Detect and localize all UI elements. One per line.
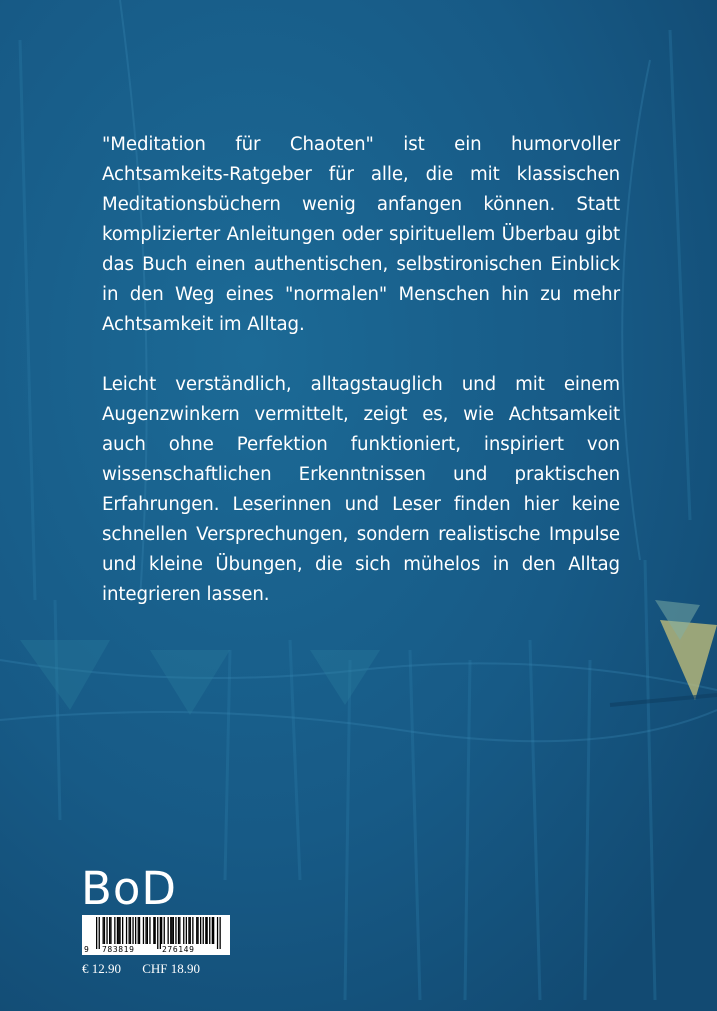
barcode-bar [149, 917, 150, 944]
barcode-digit-prefix: 9 [84, 945, 89, 954]
barcode-bar [178, 917, 179, 944]
barcode-bar [179, 917, 180, 944]
price-eur: € 12.90 [82, 961, 121, 976]
barcode-bar [155, 917, 156, 944]
barcode-bar [118, 917, 119, 944]
book-description [102, 130, 620, 640]
description-paragraph-1: "Meditation für Chaoten" ist ein humorvoller Achtsamkeits-Ratgeber für alle, die mit klassischen Meditationsbüchern wenig anfangen können. Statt komplizierter Anleitungen oder spirituellem Überbau gibt das Buch einen authentischen, selbstironischen Einblick in den Weg eines "normalen" Menschen hin zu mehr Achtsamkeit im Alltag. [102, 134, 620, 335]
barcode-bar [168, 917, 169, 944]
barcode-bar [147, 917, 148, 944]
barcode-bar [212, 917, 213, 944]
barcode-bar [183, 917, 184, 944]
isbn-barcode [82, 915, 230, 955]
barcode-bar [119, 917, 120, 944]
barcode-bar [207, 917, 208, 944]
barcode-bar [103, 917, 104, 944]
barcode-bar [99, 917, 100, 949]
barcode-bar [188, 917, 189, 944]
barcode-bar [145, 917, 146, 944]
barcode-bar [161, 917, 162, 944]
barcode-bar [126, 917, 127, 944]
barcode-digits-left: 783819 [102, 945, 135, 954]
barcode-bar [110, 917, 111, 944]
barcode-bar [205, 917, 206, 944]
barcode-bar [200, 917, 201, 944]
barcode-bar [203, 917, 204, 944]
barcode-bar [138, 917, 139, 944]
barcode-bar [196, 917, 197, 944]
barcode-bar [209, 917, 210, 944]
barcode-bar [175, 917, 176, 944]
barcode-bar [96, 917, 97, 949]
barcode-bar [173, 917, 174, 944]
barcode-bar [132, 917, 133, 944]
barcode-bar [220, 917, 221, 949]
price-line [82, 961, 218, 977]
barcode-bar [197, 917, 198, 944]
barcode-bar [106, 917, 107, 944]
barcode-bar [171, 917, 172, 944]
barcode-bar [153, 917, 154, 944]
barcode-bar [157, 917, 158, 949]
barcode-bar [217, 917, 218, 949]
barcode-bar [117, 917, 118, 944]
barcode-bar [104, 917, 105, 944]
barcode-bar [109, 917, 110, 944]
barcode-bar [122, 917, 123, 944]
barcode-bar [164, 917, 165, 944]
publisher-logo: BoD [81, 862, 178, 915]
barcode-bar [213, 917, 214, 944]
barcode-bar [160, 917, 161, 949]
barcode-bar [139, 917, 140, 944]
barcode-bar [186, 917, 187, 944]
barcode-bar [190, 917, 191, 944]
description-paragraph-2: Leicht verständlich, alltagstauglich und mit einem Augenzwinkern vermittelt, zeigt es, wie Achtsamkeit auch ohne Perfektion funktioniert, inspiriert von wissenschaftlichen Erkenntnissen und praktischen Erfahrungen. Leserinnen und Leser finden hier keine schnellen Versprechungen, sondern realistische Impulse und kleine Übungen, die sich mühelos in den Alltag integrieren lassen. [102, 374, 620, 605]
barcode-bar [143, 917, 144, 944]
barcode-bar [135, 917, 136, 944]
barcode-bar [170, 917, 171, 944]
barcode-bar [130, 917, 131, 944]
price-chf: CHF 18.90 [142, 961, 201, 976]
barcode-bar [192, 917, 193, 944]
barcode-bar [129, 917, 130, 944]
barcode-digits-right: 276149 [162, 945, 195, 954]
barcode-bar [114, 917, 115, 944]
